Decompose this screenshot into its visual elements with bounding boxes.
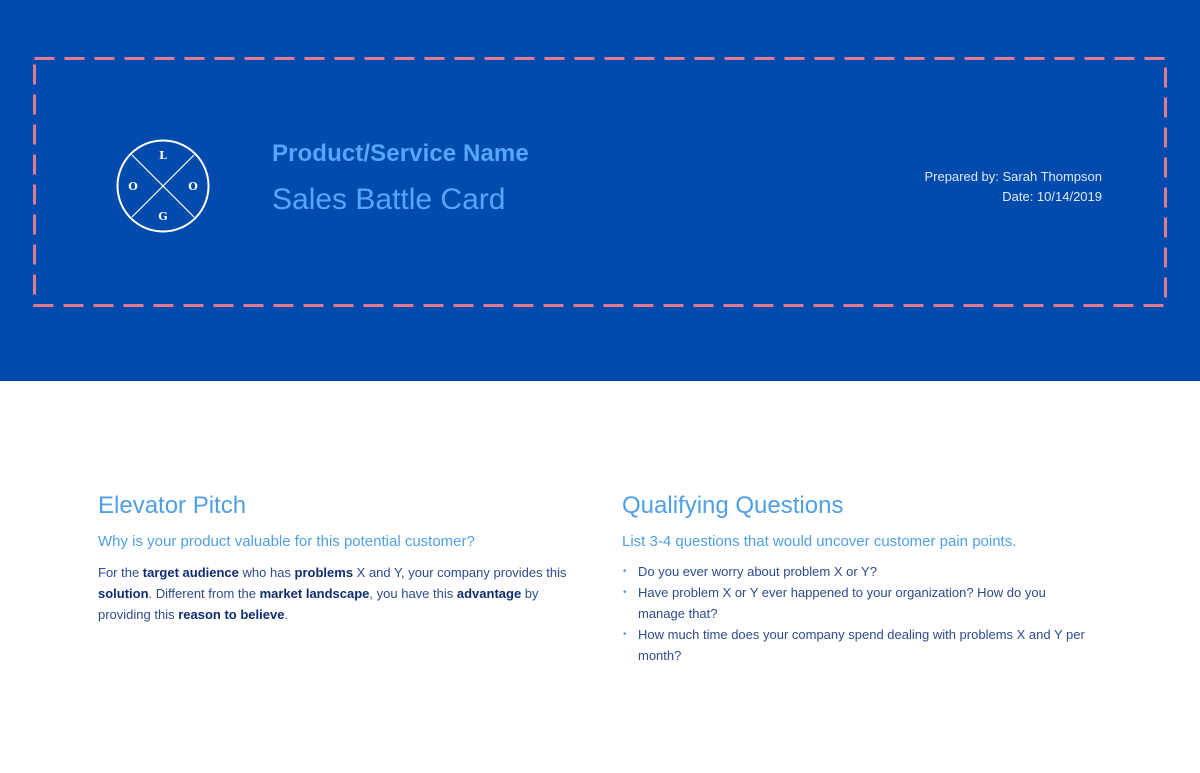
prepared-by: Prepared by: Sarah Thompson (924, 169, 1102, 184)
body-text-run: , you have this (369, 586, 457, 601)
title-block (272, 138, 529, 218)
bullet-icon: • (623, 587, 627, 598)
meta-block (924, 167, 1102, 206)
body-text-run: For the (98, 565, 143, 580)
qualifying-questions-section (622, 490, 1092, 666)
section-prompt: List 3-4 questions that would uncover customer pain points. (622, 533, 1017, 550)
elevator-pitch-section (98, 490, 588, 625)
emphasis-text: market landscape (259, 586, 370, 601)
question-text: Do you ever worry about problem X or Y? (638, 564, 877, 579)
card-title: Sales Battle Card (272, 183, 506, 216)
question-text: Have problem X or Y ever happened to your organization? How do you manage that? (638, 585, 1046, 621)
body-text-run: by providing this (98, 586, 539, 622)
header-banner (0, 0, 1200, 381)
svg-text:L: L (159, 149, 167, 162)
date: Date: 10/14/2019 (1002, 188, 1102, 204)
body-text-run: . (284, 607, 289, 622)
section-title: Elevator Pitch (98, 492, 247, 519)
emphasis-text: problems (294, 565, 354, 580)
question-text: How much time does your company spend dealing with problems X and Y per month? (638, 627, 1085, 663)
list-item (622, 561, 1092, 582)
emphasis-text: solution (98, 586, 149, 601)
emphasis-text: target audience (142, 565, 239, 580)
logo-placeholder-icon (116, 139, 210, 233)
emphasis-text: advantage (456, 586, 522, 601)
section-title: Qualifying Questions (622, 492, 844, 519)
body-text-run: who has (238, 565, 295, 580)
product-name: Product/Service Name (272, 140, 529, 167)
body-text-run: X and Y, your company provides this (353, 565, 567, 580)
emphasis-text: reason to believe (178, 607, 285, 622)
bullet-icon: • (623, 629, 627, 640)
body-text-run: . Different from the (148, 586, 260, 601)
logo (116, 139, 210, 233)
svg-text:G: G (158, 210, 168, 223)
list-item (622, 624, 1092, 666)
svg-text:O: O (128, 180, 138, 193)
question-list (622, 561, 1092, 666)
svg-text:O: O (188, 180, 198, 193)
section-prompt: Why is your product valuable for this potential customer? (98, 533, 475, 550)
pitch-body (98, 562, 588, 625)
bullet-icon: • (623, 566, 627, 577)
list-item (622, 582, 1092, 624)
